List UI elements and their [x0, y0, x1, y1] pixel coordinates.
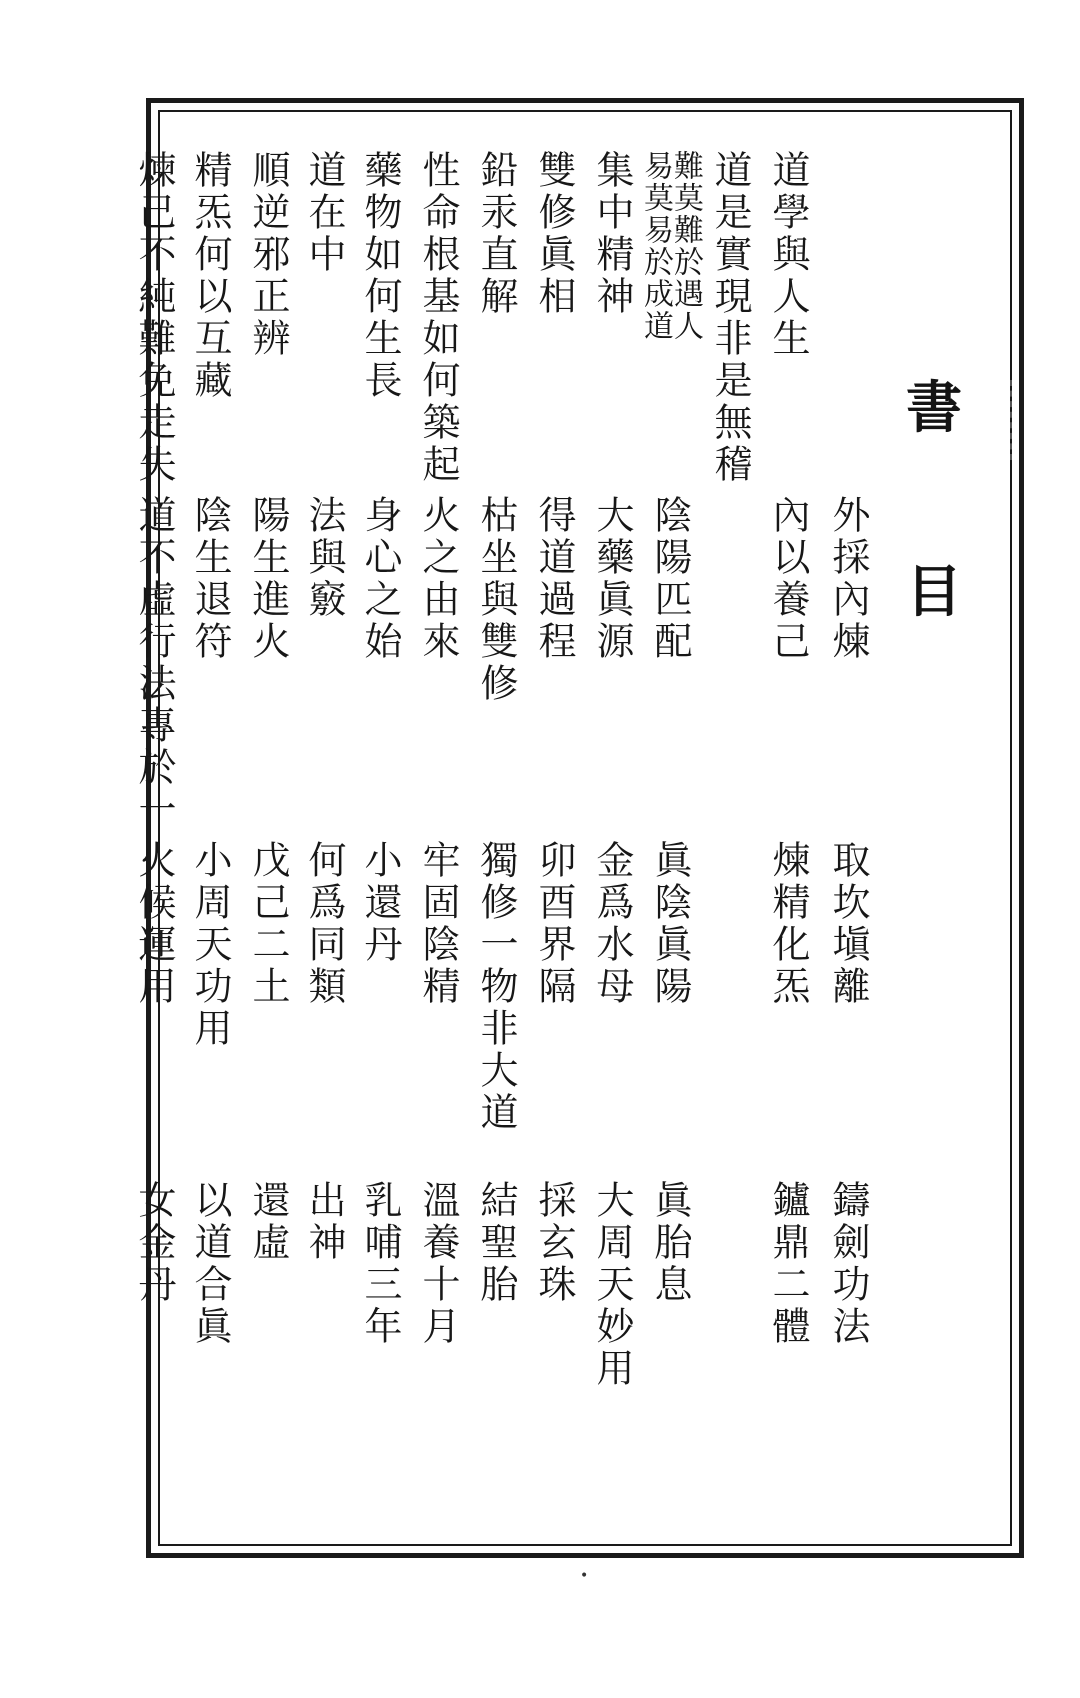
toc-entry-line: 難莫難於遇人 — [668, 150, 703, 342]
toc-entry[interactable] — [638, 150, 703, 390]
toc-entry[interactable]: 火之由來 — [416, 495, 460, 663]
toc-entry[interactable]: 道是實現非是無稽 — [708, 150, 752, 486]
toc-entry[interactable]: 取坎塡離 — [826, 840, 870, 1008]
bottom-dot-mark: • — [580, 1568, 589, 1584]
toc-entry[interactable]: 煉精化炁 — [766, 840, 810, 1008]
toc-entry[interactable]: 火候運用 — [132, 840, 176, 1008]
toc-entry[interactable]: 道不虛行法專於一 — [132, 495, 176, 831]
heading-char-2: 目 — [906, 559, 962, 625]
toc-entry[interactable]: 小周天功用 — [188, 840, 232, 1050]
heading-char-1: 書 — [906, 375, 962, 441]
toc-entry[interactable]: 溫養十月 — [416, 1180, 460, 1348]
toc-entry[interactable]: 法與竅 — [302, 495, 346, 621]
toc-column — [818, 150, 878, 1510]
toc-entry[interactable]: 眞陰眞陽 — [648, 840, 692, 1008]
toc-entry[interactable]: 煉己不純難免走失 — [132, 150, 176, 486]
toc-column — [238, 150, 298, 1510]
toc-column — [350, 150, 410, 1510]
toc-entry[interactable]: 鉛汞直解 — [474, 150, 518, 318]
toc-entry[interactable]: 眞胎息 — [648, 1180, 692, 1306]
toc-column — [638, 150, 703, 1510]
toc-entry[interactable]: 出神 — [302, 1180, 346, 1264]
toc-entry[interactable]: 大藥眞源 — [590, 495, 634, 663]
toc-entry[interactable]: 何爲同類 — [302, 840, 346, 1008]
toc-entry[interactable]: 陽生進火 — [246, 495, 290, 663]
toc-column — [758, 150, 818, 1510]
toc-entry[interactable]: 還虛 — [246, 1180, 290, 1264]
toc-column — [466, 150, 526, 1510]
toc-entry[interactable]: 雙修眞相 — [532, 150, 576, 318]
toc-entry[interactable]: 道學與人生 — [766, 150, 810, 360]
toc-column — [582, 150, 642, 1510]
toc-entry[interactable]: 枯坐與雙修 — [474, 495, 518, 705]
toc-entry[interactable]: 牢固陰精 — [416, 840, 460, 1008]
toc-entry[interactable]: 內以養己 — [766, 495, 810, 663]
toc-entry[interactable]: 女金丹 — [132, 1180, 176, 1306]
toc-entry[interactable]: 結聖胎 — [474, 1180, 518, 1306]
toc-column — [294, 150, 354, 1510]
toc-entry[interactable]: 性命根基如何築起 — [416, 150, 460, 486]
toc-entry[interactable]: 道在中 — [302, 150, 346, 276]
toc-entry[interactable]: 得道過程 — [532, 495, 576, 663]
toc-entry[interactable]: 獨修一物非大道 — [474, 840, 518, 1134]
toc-entry[interactable]: 小還丹 — [358, 840, 402, 966]
toc-entry[interactable]: 卯酉界隔 — [532, 840, 576, 1008]
toc-entry[interactable]: 戊己二土 — [246, 840, 290, 1008]
toc-entry[interactable]: 乳哺三年 — [358, 1180, 402, 1348]
toc-entry[interactable]: 藥物如何生長 — [358, 150, 402, 402]
toc-entry[interactable]: 順逆邪正辨 — [246, 150, 290, 360]
page-heading — [894, 375, 974, 625]
toc-entry[interactable]: 以道合眞 — [188, 1180, 232, 1348]
toc-column — [700, 150, 760, 1510]
toc-entry[interactable]: 採玄珠 — [532, 1180, 576, 1306]
toc-entry[interactable]: 精炁何以互藏 — [188, 150, 232, 402]
toc-entry[interactable]: 鑪鼎二體 — [766, 1180, 810, 1348]
toc-column — [524, 150, 584, 1510]
toc-column — [408, 150, 468, 1510]
toc-entry-line: 易莫易於成道 — [638, 150, 673, 342]
toc-entry[interactable]: 大周天妙用 — [590, 1180, 634, 1390]
toc-entry[interactable]: 陰生退符 — [188, 495, 232, 663]
toc-column — [124, 150, 184, 1510]
toc-entry[interactable]: 身心之始 — [358, 495, 402, 663]
toc-entry[interactable]: 陰陽匹配 — [648, 495, 692, 663]
edge-dotted-mark — [1010, 380, 1018, 460]
toc-entry[interactable]: 集中精神 — [590, 150, 634, 318]
toc-entry[interactable]: 鑄劍功法 — [826, 1180, 870, 1348]
toc-entry[interactable]: 外採內煉 — [826, 495, 870, 663]
toc-column — [180, 150, 240, 1510]
toc-entry[interactable]: 金爲水母 — [590, 840, 634, 1008]
